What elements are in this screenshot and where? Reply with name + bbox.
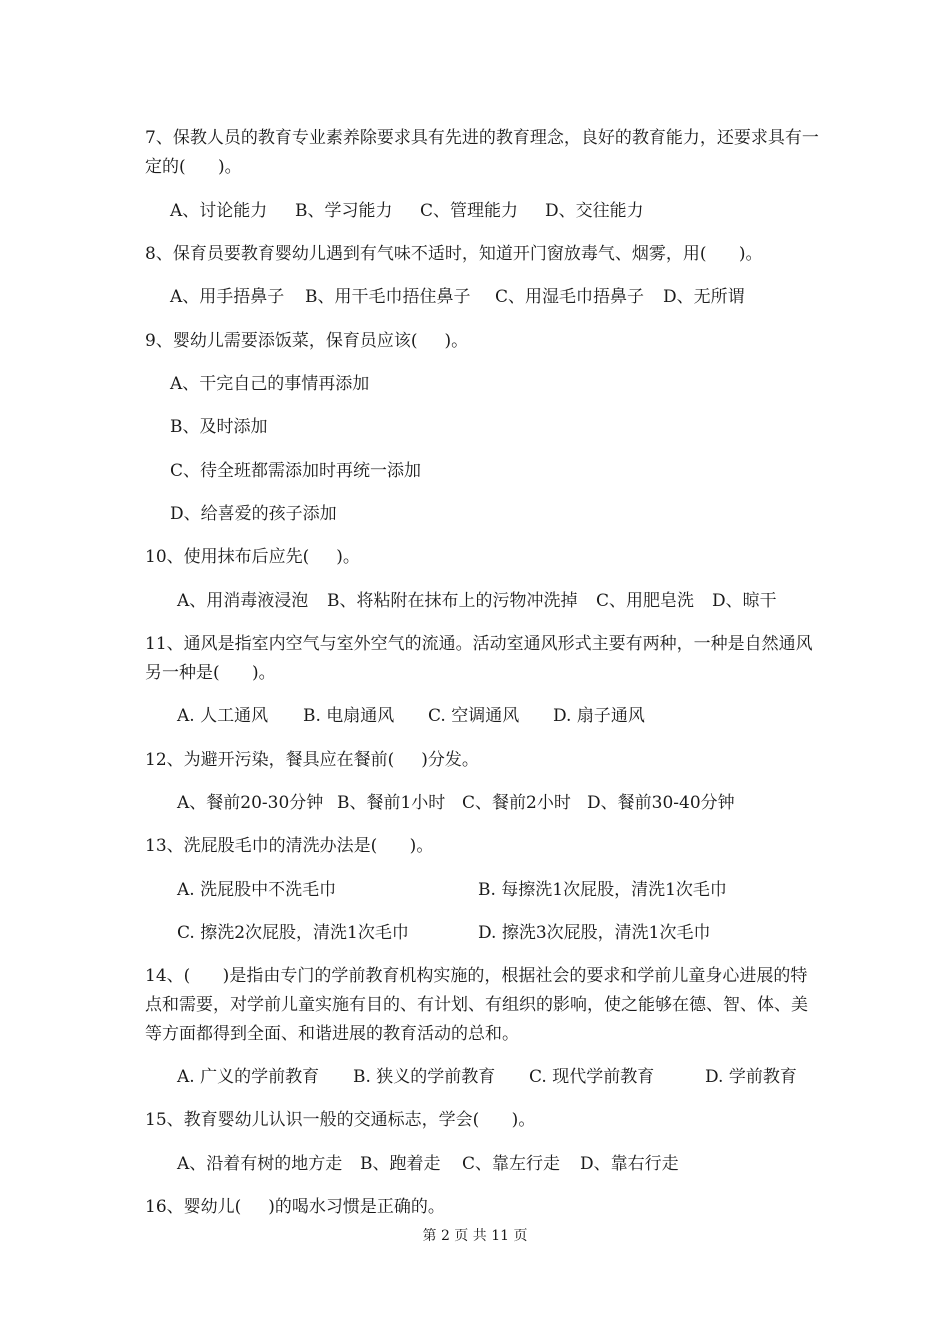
question-7-option-c: C、管理能力	[420, 201, 519, 221]
question-13-option-b: B. 每擦洗1次屁股，清洗1次毛巾	[478, 880, 727, 900]
question-14-line-2: 点和需要，对学前儿童实施有目的、有计划、有组织的影响，使之能够在德、智、体、美	[145, 995, 808, 1015]
question-10-option-a: A、用消毒液浸泡	[177, 591, 309, 611]
question-11-option-b: B. 电扇通风	[303, 706, 395, 726]
question-14-option-b: B. 狭义的学前教育	[353, 1067, 496, 1087]
question-9-option-a: A、干完自己的事情再添加	[170, 374, 370, 394]
question-15-option-b: B、跑着走	[360, 1154, 441, 1174]
question-16-line-1: 16、婴幼儿( )的喝水习惯是正确的。	[145, 1197, 445, 1217]
question-10-option-b: B、将粘附在抹布上的污物冲洗掉	[327, 591, 578, 611]
question-10-option-c: C、用肥皂洗	[596, 591, 695, 611]
question-7-option-d: D、交往能力	[545, 201, 644, 221]
question-15-line-1: 15、教育婴幼儿认识一般的交通标志，学会( )。	[145, 1110, 536, 1130]
question-11-line-2: 另一种是( )。	[145, 663, 276, 683]
question-12-option-d: D、餐前30-40分钟	[587, 793, 735, 813]
question-7-line-2: 定的( )。	[145, 157, 242, 177]
question-15-option-a: A、沿着有树的地方走	[177, 1154, 343, 1174]
question-9-line-1: 9、婴幼儿需要添饭菜，保育员应该( )。	[145, 331, 469, 351]
question-13-option-c: C. 擦洗2次屁股，清洗1次毛巾	[177, 923, 409, 943]
question-13-option-a: A. 洗屁股中不洗毛巾	[177, 880, 337, 900]
question-10-option-d: D、晾干	[712, 591, 777, 611]
question-12-line-1: 12、为避开污染，餐具应在餐前( )分发。	[145, 750, 479, 770]
question-15-option-c: C、靠左行走	[462, 1154, 561, 1174]
question-8-option-c: C、用湿毛巾捂鼻子	[495, 287, 645, 307]
question-11-option-a: A. 人工通风	[177, 706, 269, 726]
question-11-option-d: D. 扇子通风	[553, 706, 645, 726]
question-9-option-b: B、及时添加	[170, 417, 268, 437]
question-14-option-a: A. 广义的学前教育	[177, 1067, 320, 1087]
question-8-option-a: A、用手捂鼻子	[170, 287, 285, 307]
question-7-option-a: A、讨论能力	[170, 201, 268, 221]
page-number-footer: 第 2 页 共 11 页	[422, 1228, 528, 1244]
question-11-option-c: C. 空调通风	[428, 706, 520, 726]
question-11-line-1: 11、通风是指室内空气与室外空气的流通。活动室通风形式主要有两种，一种是自然通风	[145, 634, 813, 654]
question-10-line-1: 10、使用抹布后应先( )。	[145, 547, 360, 567]
question-12-option-c: C、餐前2小时	[462, 793, 571, 813]
question-8-line-1: 8、保育员要教育婴幼儿遇到有气味不适时，知道开门窗放毒气、烟雾，用( )。	[145, 244, 763, 264]
question-14-line-1: 14、( )是指由专门的学前教育机构实施的，根据社会的要求和学前儿童身心进展的特	[145, 966, 808, 986]
question-8-option-b: B、用干毛巾捂住鼻子	[305, 287, 471, 307]
question-14-line-3: 等方面都得到全面、和谐进展的教育活动的总和。	[145, 1024, 519, 1044]
question-13-option-d: D. 擦洗3次屁股，清洗1次毛巾	[478, 923, 711, 943]
question-14-option-d: D. 学前教育	[705, 1067, 797, 1087]
question-12-option-b: B、餐前1小时	[337, 793, 446, 813]
question-7-line-1: 7、保教人员的教育专业素养除要求具有先进的教育理念，良好的教育能力，还要求具有一	[145, 128, 819, 148]
question-8-option-d: D、无所谓	[663, 287, 745, 307]
question-12-option-a: A、餐前20-30分钟	[177, 793, 324, 813]
question-9-option-c: C、待全班都需添加时再统一添加	[170, 461, 422, 481]
question-7-option-b: B、学习能力	[295, 201, 393, 221]
question-9-option-d: D、给喜爱的孩子添加	[170, 504, 337, 524]
question-15-option-d: D、靠右行走	[580, 1154, 679, 1174]
question-14-option-c: C. 现代学前教育	[529, 1067, 655, 1087]
question-13-line-1: 13、洗屁股毛巾的清洗办法是( )。	[145, 836, 434, 856]
